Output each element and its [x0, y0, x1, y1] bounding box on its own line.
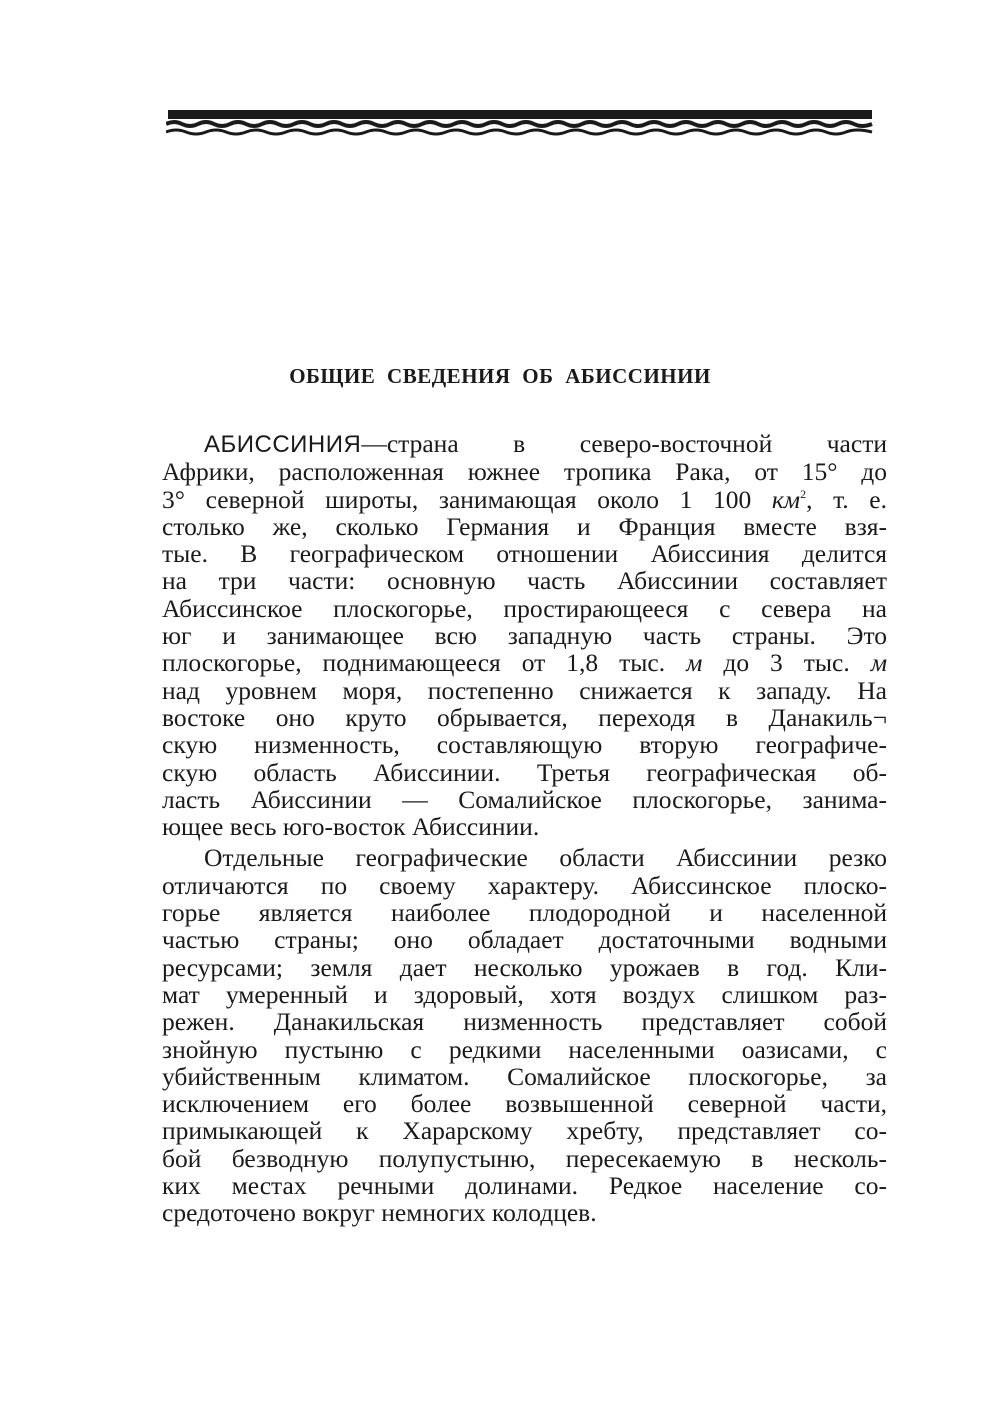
text-line: ющее весь юго-восток Абиссинии. — [162, 812, 540, 842]
text-segment: до 3 тыс. — [723, 648, 850, 678]
text-line: отличаются по своему характеру. Абиссинское плоско- — [162, 870, 887, 900]
text-line: Отдельные географические области Абиссинии резко — [204, 843, 887, 873]
paragraph-1 — [162, 430, 887, 840]
text-line: горье является наиболее плодородной и населенной — [162, 898, 887, 928]
text-line: частью страны; оно обладает достаточными водными — [162, 925, 887, 955]
text-line: скую область Абиссинии. Третья географическая об- — [162, 757, 887, 787]
text-line — [162, 486, 887, 513]
text-line — [162, 430, 887, 458]
unit-m: м — [686, 648, 703, 678]
wavy-rule-icon — [166, 108, 874, 140]
unit-exponent: 2 — [800, 486, 807, 501]
text-line: ресурсами; земля дает несколько урожаев в год. Кли- — [162, 952, 887, 982]
text-line: бой безводную полупустыню, пересекаемую в несколь- — [162, 1143, 887, 1173]
text-line: над уровнем моря, постепенно снижается к западу. На — [162, 675, 887, 705]
text-line — [162, 649, 887, 676]
article-body — [162, 430, 887, 1227]
text-line: средоточено вокруг немногих колодцев. — [162, 1198, 597, 1228]
page-title: ОБЩИЕ СВЕДЕНИЯ ОБ АБИССИНИИ — [289, 364, 711, 388]
text-line: Абиссинское плоскогорье, простирающееся с севера на — [162, 593, 887, 623]
text-line: мат умеренный и здоровый, хотя воздух слишком раз- — [162, 979, 887, 1009]
lead-word: АБИССИНИЯ — [204, 431, 362, 458]
text-line: юг и занимающее всю западную часть страны. Это — [162, 621, 887, 651]
text-line: скую низменность, составляющую вторую географиче- — [162, 730, 887, 760]
text-line: ких местах речными долинами. Редкое население со- — [162, 1171, 887, 1201]
text-line: примыкающей к Харарскому хребту, представляет со- — [162, 1116, 887, 1146]
text-segment: плоскогорье, поднимающееся от 1,8 тыс. — [162, 648, 666, 678]
text-line: Африки, расположенная южнее тропика Рака, от 15° до — [162, 457, 887, 487]
text-line: столько же, сколько Германия и Франция вместе взя- — [162, 511, 887, 541]
unit-m: м — [870, 648, 888, 678]
text-line: тые. В географическом отношении Абиссиния делится — [162, 539, 887, 569]
text-segment: 3° северной широты, занимающая около 1 100 — [162, 484, 752, 514]
text-line: ласть Абиссинии — Сомалийское плоскогорье, занима- — [162, 784, 887, 814]
text-line: убийственным климатом. Сомалийское плоскогорье, за — [162, 1061, 887, 1091]
paragraph-2 — [162, 844, 887, 1226]
text-segment: , т. е. — [806, 484, 887, 514]
unit-km: км — [771, 484, 801, 514]
text-line: на три части: основную часть Абиссинии составляет — [162, 566, 887, 596]
text-line-rest: —страна в северо-восточной части — [361, 429, 887, 458]
text-line: знойную пустыню с редкими населенными оазисами, с — [162, 1034, 887, 1064]
text-line: востоке оно круто обрывается, переходя в Данакиль¬ — [162, 702, 887, 732]
text-line: исключением его более возвышенной северной части, — [162, 1089, 887, 1119]
text-line: режен. Данакильская низменность представляет собой — [162, 1007, 887, 1037]
